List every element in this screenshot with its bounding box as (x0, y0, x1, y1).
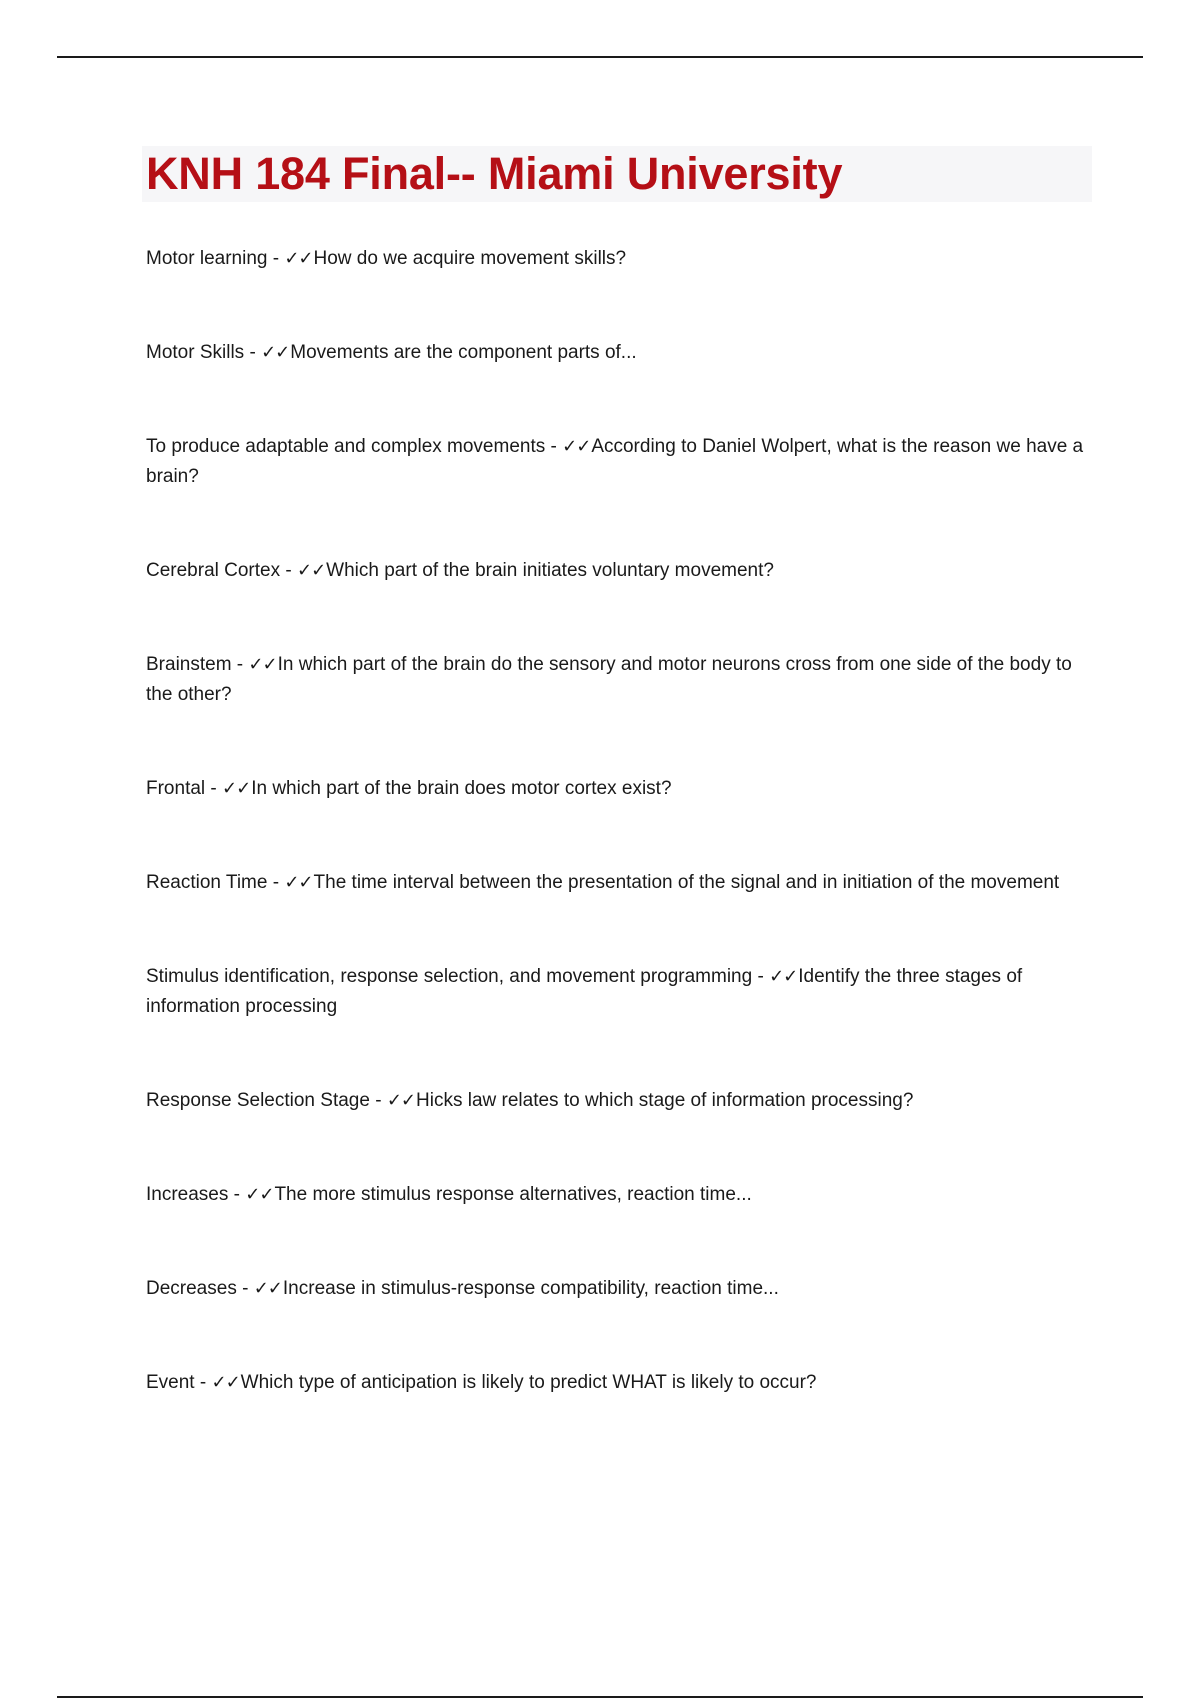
check-icon: ✓✓ (297, 560, 326, 581)
term: Brainstem (146, 654, 232, 675)
separator: - (267, 248, 285, 269)
term: Increases (146, 1184, 229, 1205)
definition: The time interval between the presentation of the signal and in initiation of the movement (313, 872, 1060, 893)
qa-item (146, 962, 1096, 1022)
qa-item (146, 650, 1096, 710)
check-icon: ✓✓ (769, 966, 798, 987)
check-icon: ✓✓ (562, 436, 591, 457)
definition: Identify the three stages of information processing (146, 966, 1023, 1017)
qa-item (146, 1180, 1096, 1210)
term: Frontal (146, 778, 206, 799)
qa-item (146, 774, 1096, 804)
check-icon: ✓✓ (222, 778, 251, 799)
check-icon: ✓✓ (386, 1090, 415, 1111)
term: To produce adaptable and complex movements (146, 436, 546, 457)
check-icon: ✓✓ (284, 872, 313, 893)
separator: - (267, 872, 285, 893)
check-icon: ✓✓ (261, 342, 290, 363)
qa-item (146, 556, 1096, 586)
term: Cerebral Cortex (146, 560, 281, 581)
check-icon: ✓✓ (284, 248, 313, 269)
page-title: KNH 184 Final-- Miami University (146, 148, 843, 199)
check-icon: ✓✓ (211, 1372, 240, 1393)
top-rule (57, 56, 1143, 58)
qa-item (146, 432, 1096, 492)
definition: Which type of anticipation is likely to predict WHAT is likely to occur? (240, 1372, 817, 1393)
definition: Movements are the component parts of... (290, 342, 637, 363)
definition: In which part of the brain do the sensory and motor neurons cross from one side of the body to the other? (146, 654, 1072, 705)
separator: - (236, 1278, 254, 1299)
check-icon: ✓✓ (248, 654, 277, 675)
definition: Increase in stimulus-response compatibility, reaction time... (282, 1278, 779, 1299)
qa-list (146, 244, 1096, 1462)
definition: Which part of the brain initiates voluntary movement? (326, 560, 774, 581)
definition: Hicks law relates to which stage of information processing? (416, 1090, 914, 1111)
qa-item (146, 244, 1096, 274)
qa-item (146, 1274, 1096, 1304)
term: Stimulus identification, response selection, and movement programming (146, 966, 753, 987)
check-icon: ✓✓ (253, 1278, 282, 1299)
separator: - (231, 654, 249, 675)
definition: According to Daniel Wolpert, what is the reason we have a brain? (146, 436, 1084, 487)
qa-item (146, 1086, 1096, 1116)
definition: In which part of the brain does motor cortex exist? (251, 778, 672, 799)
separator: - (369, 1090, 387, 1111)
bottom-rule (57, 1696, 1143, 1698)
term: Motor learning (146, 248, 268, 269)
definition: The more stimulus response alternatives, reaction time... (274, 1184, 752, 1205)
separator: - (194, 1372, 212, 1393)
separator: - (205, 778, 223, 799)
term: Reaction Time (146, 872, 268, 893)
qa-item (146, 868, 1096, 898)
term: Motor Skills (146, 342, 245, 363)
separator: - (244, 342, 262, 363)
separator: - (752, 966, 770, 987)
term: Event (146, 1372, 195, 1393)
qa-item (146, 338, 1096, 368)
separator: - (280, 560, 297, 581)
separator: - (545, 436, 563, 457)
term: Decreases (146, 1278, 237, 1299)
check-icon: ✓✓ (245, 1184, 274, 1205)
qa-item (146, 1368, 1096, 1398)
term: Response Selection Stage (146, 1090, 370, 1111)
definition: How do we acquire movement skills? (313, 248, 627, 269)
separator: - (228, 1184, 246, 1205)
